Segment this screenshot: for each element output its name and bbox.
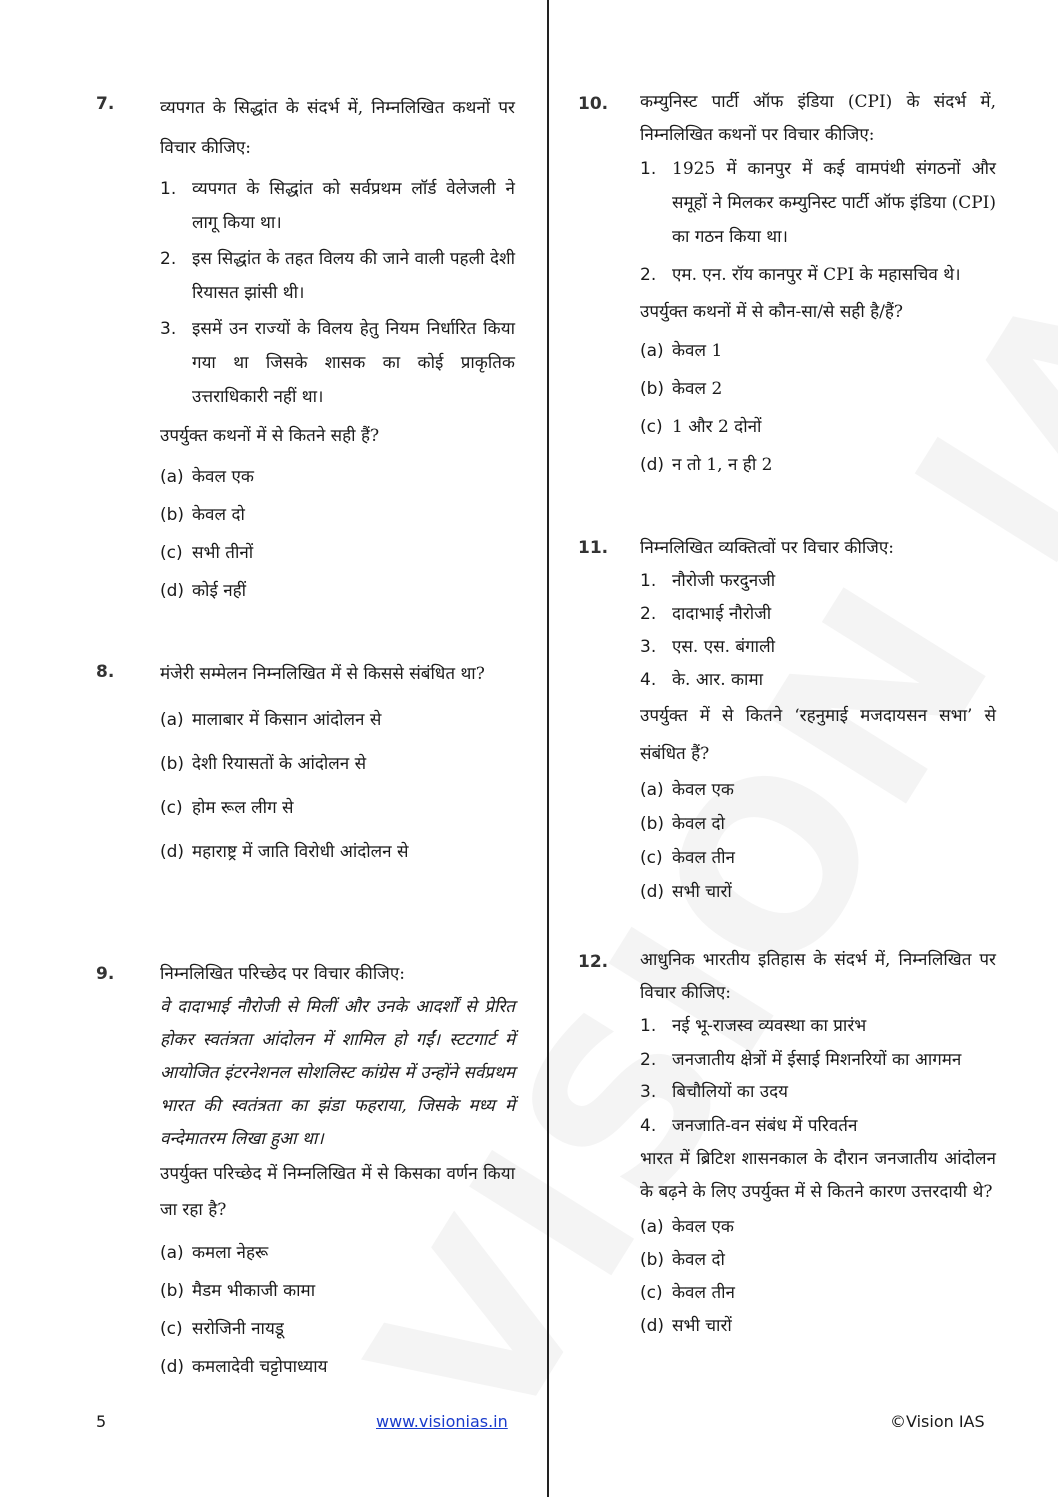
- option-label: (a): [160, 467, 184, 487]
- statement-number: 3.: [640, 1082, 657, 1102]
- option-list: [640, 332, 996, 484]
- question-stem: निम्नलिखित व्यक्तित्वों पर विचार कीजिए:: [640, 538, 895, 558]
- statement-text: बिचौलियों का उदय: [672, 1082, 788, 1102]
- option-label: (d): [160, 1357, 185, 1377]
- copyright-text: ©Vision IAS: [890, 1412, 985, 1431]
- option-label: (c): [160, 543, 183, 563]
- question-ask: उपर्युक्त कथनों में से कौन-सा/से सही है/हैं?: [640, 302, 904, 322]
- statement-number: 2.: [640, 1050, 657, 1070]
- question-stem: मंजेरी सम्मेलन निम्नलिखित में से किससे संबंधित था?: [160, 664, 485, 684]
- option-text: कमलादेवी चट्टोपाध्याय: [192, 1357, 328, 1377]
- question-number: 11.: [578, 538, 609, 558]
- statement-number: 2.: [640, 604, 657, 624]
- statement-number: 4.: [640, 670, 657, 690]
- statement-text: जनजाति-वन संबंध में परिवर्तन: [672, 1116, 858, 1136]
- option-d[interactable]: [160, 572, 515, 610]
- option-d[interactable]: [640, 446, 996, 484]
- option-label: (b): [160, 754, 185, 774]
- question-ask: उपर्युक्त में से कितने ‘रहनुमाई मजदायसन सभा’ से संबंधित हैं?: [640, 706, 996, 764]
- option-text: मालाबार में किसान आंदोलन से: [192, 710, 382, 730]
- option-text: सरोजिनी नायडू: [192, 1319, 284, 1339]
- option-c[interactable]: [640, 408, 996, 446]
- option-label: (b): [640, 1250, 665, 1270]
- question-stem: निम्नलिखित परिच्छेद पर विचार कीजिए:: [160, 964, 405, 984]
- statement-number: 1.: [160, 179, 177, 199]
- question-stem: व्यपगत के सिद्धांत के संदर्भ में, निम्नलिखित कथनों पर विचार कीजिए:: [160, 98, 515, 158]
- statement-item: [640, 1109, 996, 1143]
- option-text: सभी तीनों: [192, 543, 254, 563]
- option-a[interactable]: [640, 773, 996, 807]
- option-list: [640, 1211, 996, 1343]
- option-text: केवल तीन: [672, 1283, 735, 1303]
- option-text: होम रूल लीग से: [192, 798, 294, 818]
- option-label: (b): [160, 1281, 185, 1301]
- option-a[interactable]: [640, 1211, 996, 1244]
- question-number: 8.: [96, 662, 115, 682]
- option-label: (c): [640, 417, 663, 437]
- option-a[interactable]: [640, 332, 996, 370]
- question-number: 7.: [96, 94, 115, 114]
- option-text: केवल एक: [672, 780, 734, 800]
- statement-list: [640, 152, 996, 292]
- option-text: देशी रियासतों के आंदोलन से: [192, 754, 367, 774]
- statement-text: इस सिद्धांत के तहत विलय की जाने वाली पहली देशी रियासत झांसी थी।: [192, 249, 515, 303]
- option-text: केवल 1: [672, 341, 723, 361]
- statement-number: 1.: [640, 571, 657, 591]
- option-c[interactable]: [640, 841, 996, 875]
- option-text: महाराष्ट्र में जाति विरोधी आंदोलन से: [192, 842, 409, 862]
- option-text: केवल तीन: [672, 848, 735, 868]
- statement-text: जनजातीय क्षेत्रों में ईसाई मिशनरियों का आगमन: [672, 1050, 962, 1070]
- statement-text: व्यपगत के सिद्धांत को सर्वप्रथम लॉर्ड वेलेजली ने लागू किया था।: [192, 179, 515, 233]
- statement-item: [640, 1045, 996, 1075]
- option-text: केवल एक: [192, 467, 254, 487]
- option-label: (b): [640, 814, 665, 834]
- option-label: (a): [640, 780, 664, 800]
- option-label: (d): [640, 882, 665, 902]
- option-text: 1 और 2 दोनों: [672, 417, 762, 437]
- question-passage: वे दादाभाई नौरोजी से मिलीं और उनके आदर्शों से प्रेरित होकर स्वतंत्रता आंदोलन में शामिल हो गईं। स्टटगार्ट में आयोजित इंटरनेशनल सोशलिस्ट कांग्रेस में उन्होंने सर्वप्रथम भारत की स्वतंत्रता का झंडा फहराया, जिसके मध्य में वन्देमातरम लिखा हुआ था।: [160, 997, 515, 1149]
- option-label: (a): [160, 1243, 184, 1263]
- question-ask: उपर्युक्त कथनों में से कितने सही हैं?: [160, 426, 380, 446]
- option-b[interactable]: [640, 807, 996, 841]
- option-label: (d): [640, 455, 665, 475]
- statement-item: [160, 172, 515, 240]
- question-stem: आधुनिक भारतीय इतिहास के संदर्भ में, निम्नलिखित पर विचार कीजिए:: [640, 950, 996, 1003]
- option-label: (c): [640, 1283, 663, 1303]
- statement-number: 1.: [640, 159, 657, 179]
- option-text: मैडम भीकाजी कामा: [192, 1281, 316, 1301]
- option-c[interactable]: [160, 1310, 515, 1348]
- statement-number: 2.: [160, 249, 177, 269]
- statement-item: [160, 312, 515, 414]
- option-text: केवल दो: [672, 814, 725, 834]
- option-c[interactable]: [640, 1277, 996, 1310]
- option-d[interactable]: [160, 1348, 515, 1386]
- option-c[interactable]: [160, 534, 515, 572]
- question-ask: उपर्युक्त परिच्छेद में निम्नलिखित में से किसका वर्णन किया जा रहा है?: [160, 1164, 515, 1220]
- option-text: कमला नेहरू: [192, 1243, 269, 1263]
- option-label: (c): [160, 1319, 183, 1339]
- statement-number: 4.: [640, 1116, 657, 1136]
- option-b[interactable]: [640, 370, 996, 408]
- statement-item: [640, 631, 996, 664]
- statement-item: [640, 565, 996, 598]
- statement-text: एस. एस. बंगाली: [672, 637, 776, 657]
- option-label: (d): [640, 1316, 665, 1336]
- option-b[interactable]: [160, 742, 515, 786]
- statement-list: [640, 1010, 996, 1143]
- statement-text: के. आर. कामा: [672, 670, 764, 690]
- option-list: [160, 458, 515, 610]
- option-label: (a): [640, 341, 664, 361]
- statement-text: नौरोजी फरदुनजी: [672, 571, 776, 591]
- statement-item: [640, 1010, 996, 1043]
- question-number: 12.: [578, 952, 609, 972]
- statement-number: 1.: [640, 1016, 657, 1036]
- option-text: न तो 1, न ही 2: [672, 455, 773, 475]
- option-label: (a): [160, 710, 184, 730]
- statement-text: 1925 में कानपुर में कई वामपंथी संगठनों और समूहों ने मिलकर कम्युनिस्ट पार्टी ऑफ इंडिया (CPI) का गठन किया था।: [672, 159, 996, 247]
- statement-text: नई भू-राजस्व व्यवस्था का प्रारंभ: [672, 1016, 867, 1036]
- option-label: (b): [160, 505, 185, 525]
- page-number: 5: [96, 1412, 107, 1431]
- statement-item: [640, 258, 996, 292]
- option-label: (a): [640, 1217, 664, 1237]
- statement-list: [160, 172, 515, 414]
- statement-text: दादाभाई नौरोजी: [672, 604, 772, 624]
- question-number: 9.: [96, 964, 115, 984]
- option-d[interactable]: [160, 830, 515, 874]
- statement-list: [640, 565, 996, 697]
- statement-item: [640, 152, 996, 254]
- statement-text: इसमें उन राज्यों के विलय हेतु नियम निर्धारित किया गया था जिसके शासक का कोई प्राकृतिक उत्तराधिकारी नहीं था।: [192, 319, 515, 407]
- question-ask: भारत में ब्रिटिश शासनकाल के दौरान जनजातीय आंदोलन के बढ़ने के लिए उपर्युक्त में से कितने कारण उत्तरदायी थे?: [640, 1149, 996, 1202]
- option-text: केवल 2: [672, 379, 723, 399]
- option-label: (d): [160, 842, 185, 862]
- option-c[interactable]: [160, 786, 515, 830]
- option-a[interactable]: [160, 698, 515, 742]
- option-text: सभी चारों: [672, 882, 732, 902]
- option-text: कोई नहीं: [192, 581, 247, 601]
- statement-number: 2.: [640, 265, 657, 285]
- statement-item: [640, 664, 996, 697]
- statement-number: 3.: [160, 319, 177, 339]
- question-number: 10.: [578, 94, 609, 114]
- option-b[interactable]: [160, 496, 515, 534]
- question-stem: कम्युनिस्ट पार्टी ऑफ इंडिया (CPI) के संदर्भ में, निम्नलिखित कथनों पर विचार कीजिए:: [640, 92, 996, 145]
- option-text: केवल एक: [672, 1217, 734, 1237]
- statement-number: 3.: [640, 637, 657, 657]
- website-link[interactable]: www.visionias.in: [376, 1412, 508, 1431]
- option-d[interactable]: [640, 1310, 996, 1343]
- option-d[interactable]: [640, 875, 996, 909]
- option-text: सभी चारों: [672, 1316, 732, 1336]
- column-divider: [547, 0, 549, 1497]
- option-list: [160, 698, 515, 874]
- option-text: केवल दो: [672, 1250, 725, 1270]
- statement-item: [640, 598, 996, 631]
- option-label: (c): [640, 848, 663, 868]
- option-a[interactable]: [160, 458, 515, 496]
- option-label: (c): [160, 798, 183, 818]
- option-label: (d): [160, 581, 185, 601]
- option-list: [160, 1234, 515, 1386]
- option-list: [640, 773, 996, 909]
- option-a[interactable]: [160, 1234, 515, 1272]
- option-label: (b): [640, 379, 665, 399]
- statement-item: [640, 1075, 996, 1109]
- option-b[interactable]: [640, 1244, 996, 1277]
- statement-text: एम. एन. रॉय कानपुर में CPI के महासचिव थे।: [672, 265, 961, 285]
- option-text: केवल दो: [192, 505, 245, 525]
- option-b[interactable]: [160, 1272, 515, 1310]
- statement-item: [160, 242, 515, 310]
